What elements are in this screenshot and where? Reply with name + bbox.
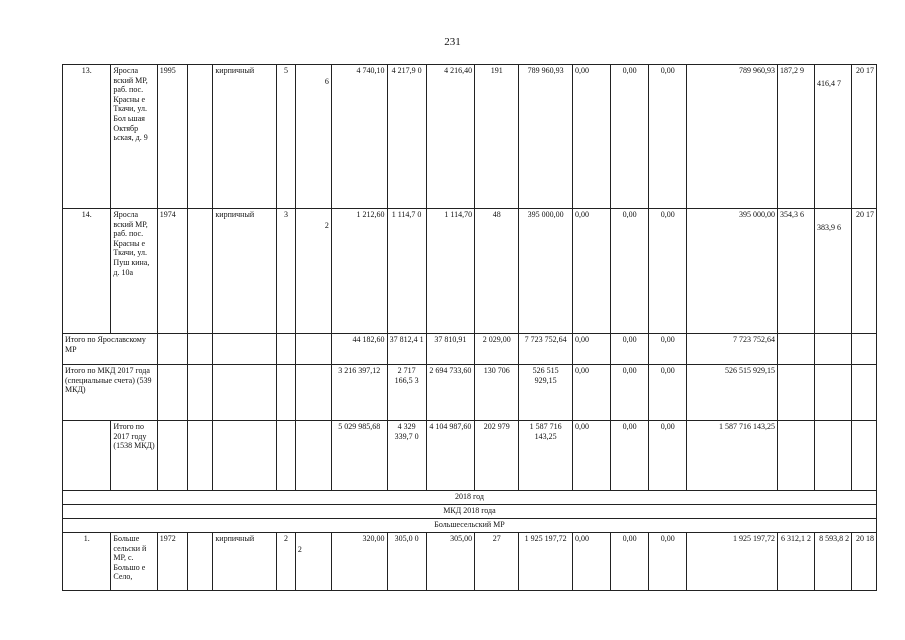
table-row — [63, 209, 877, 334]
area-c-cell: 4 216,40 — [426, 65, 474, 209]
section-banner — [63, 505, 877, 519]
area-c-cell: 4 104 987,60 — [426, 421, 474, 491]
area-b-cell: 4 217,9 0 — [387, 65, 426, 209]
zero-cell: 0,00 — [611, 421, 649, 491]
entrances-cell: 6 — [295, 65, 331, 209]
area-b-cell: 37 812,4 1 — [387, 334, 426, 365]
area-c-cell: 1 114,70 — [426, 209, 474, 334]
zero-cell: 0,00 — [611, 65, 649, 209]
zero-cell: 0,00 — [649, 334, 687, 365]
blank-cell — [187, 533, 213, 591]
year-cell: 1995 — [157, 65, 187, 209]
residents-cell: 48 — [475, 209, 519, 334]
year-heading: 2018 год — [63, 491, 877, 505]
section-banner — [63, 491, 877, 505]
total-area-cell: 320,00 — [331, 533, 387, 591]
zero-cell: 0,00 — [649, 533, 687, 591]
material-cell: кирпичный — [213, 65, 277, 209]
limit-cost-cell: 416,4 7 — [815, 65, 852, 209]
zero-cell: 0,00 — [649, 65, 687, 209]
address-cell: Яросла вский МР, раб. пос. Красны е Ткачи, ул. Пуш кина, д. 10а — [111, 209, 157, 334]
zero-cell: 0,00 — [572, 533, 610, 591]
term-cell: 20 17 — [852, 209, 877, 334]
floors-cell: 2 — [277, 533, 296, 591]
material-cell: кирпичный — [213, 209, 277, 334]
total-cost-cell: 526 515 929,15 — [687, 365, 778, 421]
total-cost-cell: 7 723 752,64 — [687, 334, 778, 365]
total-cost-cell: 789 960,93 — [687, 65, 778, 209]
area-b-cell: 305,0 0 — [387, 533, 426, 591]
area-c-cell: 305,00 — [426, 533, 474, 591]
unit-cost-cell: 6 312,1 2 — [777, 533, 814, 591]
zero-cell: 0,00 — [611, 533, 649, 591]
blank-cell — [187, 209, 213, 334]
total-cost-cell: 1 587 716 143,25 — [687, 421, 778, 491]
cost-cell: 1 587 716 143,25 — [519, 421, 573, 491]
area-c-cell: 2 694 733,60 — [426, 365, 474, 421]
area-b-cell: 4 329 339,7 0 — [387, 421, 426, 491]
section-banner — [63, 519, 877, 533]
unit-cost-cell: 354,3 6 — [777, 209, 814, 334]
zero-cell: 0,00 — [649, 421, 687, 491]
zero-cell: 0,00 — [572, 209, 610, 334]
floors-cell: 5 — [277, 65, 296, 209]
row-number: 1. — [63, 533, 111, 591]
row-number: 14. — [63, 209, 111, 334]
entrances-cell: 2 — [295, 209, 331, 334]
zero-cell: 0,00 — [572, 65, 610, 209]
area-b-cell: 2 717 166,5 3 — [387, 365, 426, 421]
residents-cell: 27 — [475, 533, 519, 591]
total-row — [63, 365, 877, 421]
entrances-cell: 2 — [295, 533, 331, 591]
cost-cell: 7 723 752,64 — [519, 334, 573, 365]
zero-cell: 0,00 — [611, 365, 649, 421]
year-cell: 1972 — [157, 533, 187, 591]
total-label: Итого по МКД 2017 года (специальные счета) (539 МКД) — [63, 365, 158, 421]
residents-cell: 130 706 — [475, 365, 519, 421]
zero-cell: 0,00 — [649, 209, 687, 334]
cost-cell: 395 000,00 — [519, 209, 573, 334]
blank-cell — [187, 65, 213, 209]
limit-cost-cell: 8 593,8 2 — [815, 533, 852, 591]
area-b-cell: 1 114,7 0 — [387, 209, 426, 334]
residents-cell: 202 979 — [475, 421, 519, 491]
residents-cell: 2 029,00 — [475, 334, 519, 365]
year-cell: 1974 — [157, 209, 187, 334]
total-area-cell: 4 740,10 — [331, 65, 387, 209]
zero-cell: 0,00 — [572, 334, 610, 365]
zero-cell: 0,00 — [611, 209, 649, 334]
floors-cell: 3 — [277, 209, 296, 334]
unit-cost-cell: 187,2 9 — [777, 65, 814, 209]
group-heading: МКД 2018 года — [63, 505, 877, 519]
zero-cell: 0,00 — [572, 365, 610, 421]
area-c-cell: 37 810,91 — [426, 334, 474, 365]
total-area-cell: 44 182,60 — [331, 334, 387, 365]
residents-cell: 191 — [475, 65, 519, 209]
table-row — [63, 65, 877, 209]
district-heading: Большесельский МР — [63, 519, 877, 533]
zero-cell: 0,00 — [572, 421, 610, 491]
zero-cell: 0,00 — [611, 334, 649, 365]
page-number: 231 — [444, 36, 461, 48]
register-table — [62, 64, 877, 591]
zero-cell: 0,00 — [649, 365, 687, 421]
address-cell: Больше сельски й МР, с. Большо е Село, — [111, 533, 157, 591]
total-cost-cell: 395 000,00 — [687, 209, 778, 334]
total-row — [63, 421, 877, 491]
total-label: Итого по 2017 году (1538 МКД) — [111, 421, 157, 491]
total-area-cell: 3 216 397,12 — [331, 365, 387, 421]
address-cell: Яросла вский МР, раб. пос. Красны е Ткачи, ул. Бол ьшая Октябр ьская, д. 9 — [111, 65, 157, 209]
material-cell: кирпичный — [213, 533, 277, 591]
term-cell: 20 17 — [852, 65, 877, 209]
cost-cell: 1 925 197,72 — [519, 533, 573, 591]
table-row — [63, 533, 877, 591]
cost-cell: 789 960,93 — [519, 65, 573, 209]
term-cell: 20 18 — [852, 533, 877, 591]
total-row — [63, 334, 877, 365]
limit-cost-cell: 383,9 6 — [815, 209, 852, 334]
cost-cell: 526 515 929,15 — [519, 365, 573, 421]
total-cost-cell: 1 925 197,72 — [687, 533, 778, 591]
total-area-cell: 5 029 985,68 — [331, 421, 387, 491]
total-label: Итого по Ярославскому МР — [63, 334, 158, 365]
total-area-cell: 1 212,60 — [331, 209, 387, 334]
row-number: 13. — [63, 65, 111, 209]
